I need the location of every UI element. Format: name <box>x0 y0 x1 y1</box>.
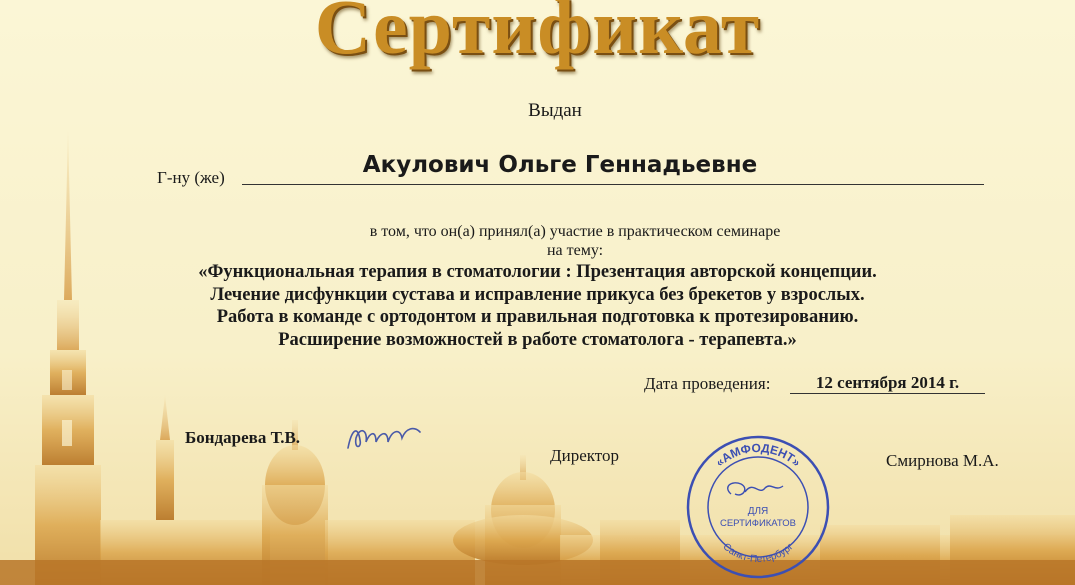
recipient-name: Акулович Ольге Геннадьевне <box>362 152 758 178</box>
recipient-underline <box>242 184 984 185</box>
seminar-line: «Функциональная терапия в стоматологии : Презентация авторской концепции. <box>198 262 877 282</box>
signatory-right: Смирнова М.А. <box>886 451 999 470</box>
stamp-city-text: Санкт-Петербург <box>720 541 796 566</box>
seminar-line: Лечение дисфункции сустава и исправление прикуса без брекетов у взрослых. <box>210 284 865 305</box>
director-label: Директор <box>550 446 619 465</box>
date-value: 12 сентября 2014 г. <box>815 373 960 392</box>
topic-label: на тему: <box>546 242 604 259</box>
recipient-label: Г-ну (же) <box>157 168 225 187</box>
date-underline <box>790 393 985 394</box>
signatory-left: Бондарева Т.В. <box>185 428 301 447</box>
certificate-title: Сертификат <box>314 0 761 70</box>
company-stamp <box>683 432 833 582</box>
seminar-title <box>0 261 1075 351</box>
stamp-line2: СЕРТИФИКАТОВ <box>719 518 797 529</box>
date-label: Дата проведения: <box>644 374 771 393</box>
stamp-org-text: «АМФОДЕНТ» <box>712 440 804 470</box>
issued-label: Выдан <box>528 100 582 121</box>
participation-line: в том, что он(а) принял(а) участие в практическом семинаре <box>369 223 781 240</box>
seminar-line: Расширение возможностей в работе стоматолога - терапевта.» <box>278 329 797 350</box>
participation-text <box>0 222 1075 260</box>
seminar-line: Работа в команде с ортодонтом и правильная подготовка к протезированию. <box>216 307 859 327</box>
signature-scribble <box>340 418 440 458</box>
stamp-line1: ДЛЯ <box>747 506 769 517</box>
